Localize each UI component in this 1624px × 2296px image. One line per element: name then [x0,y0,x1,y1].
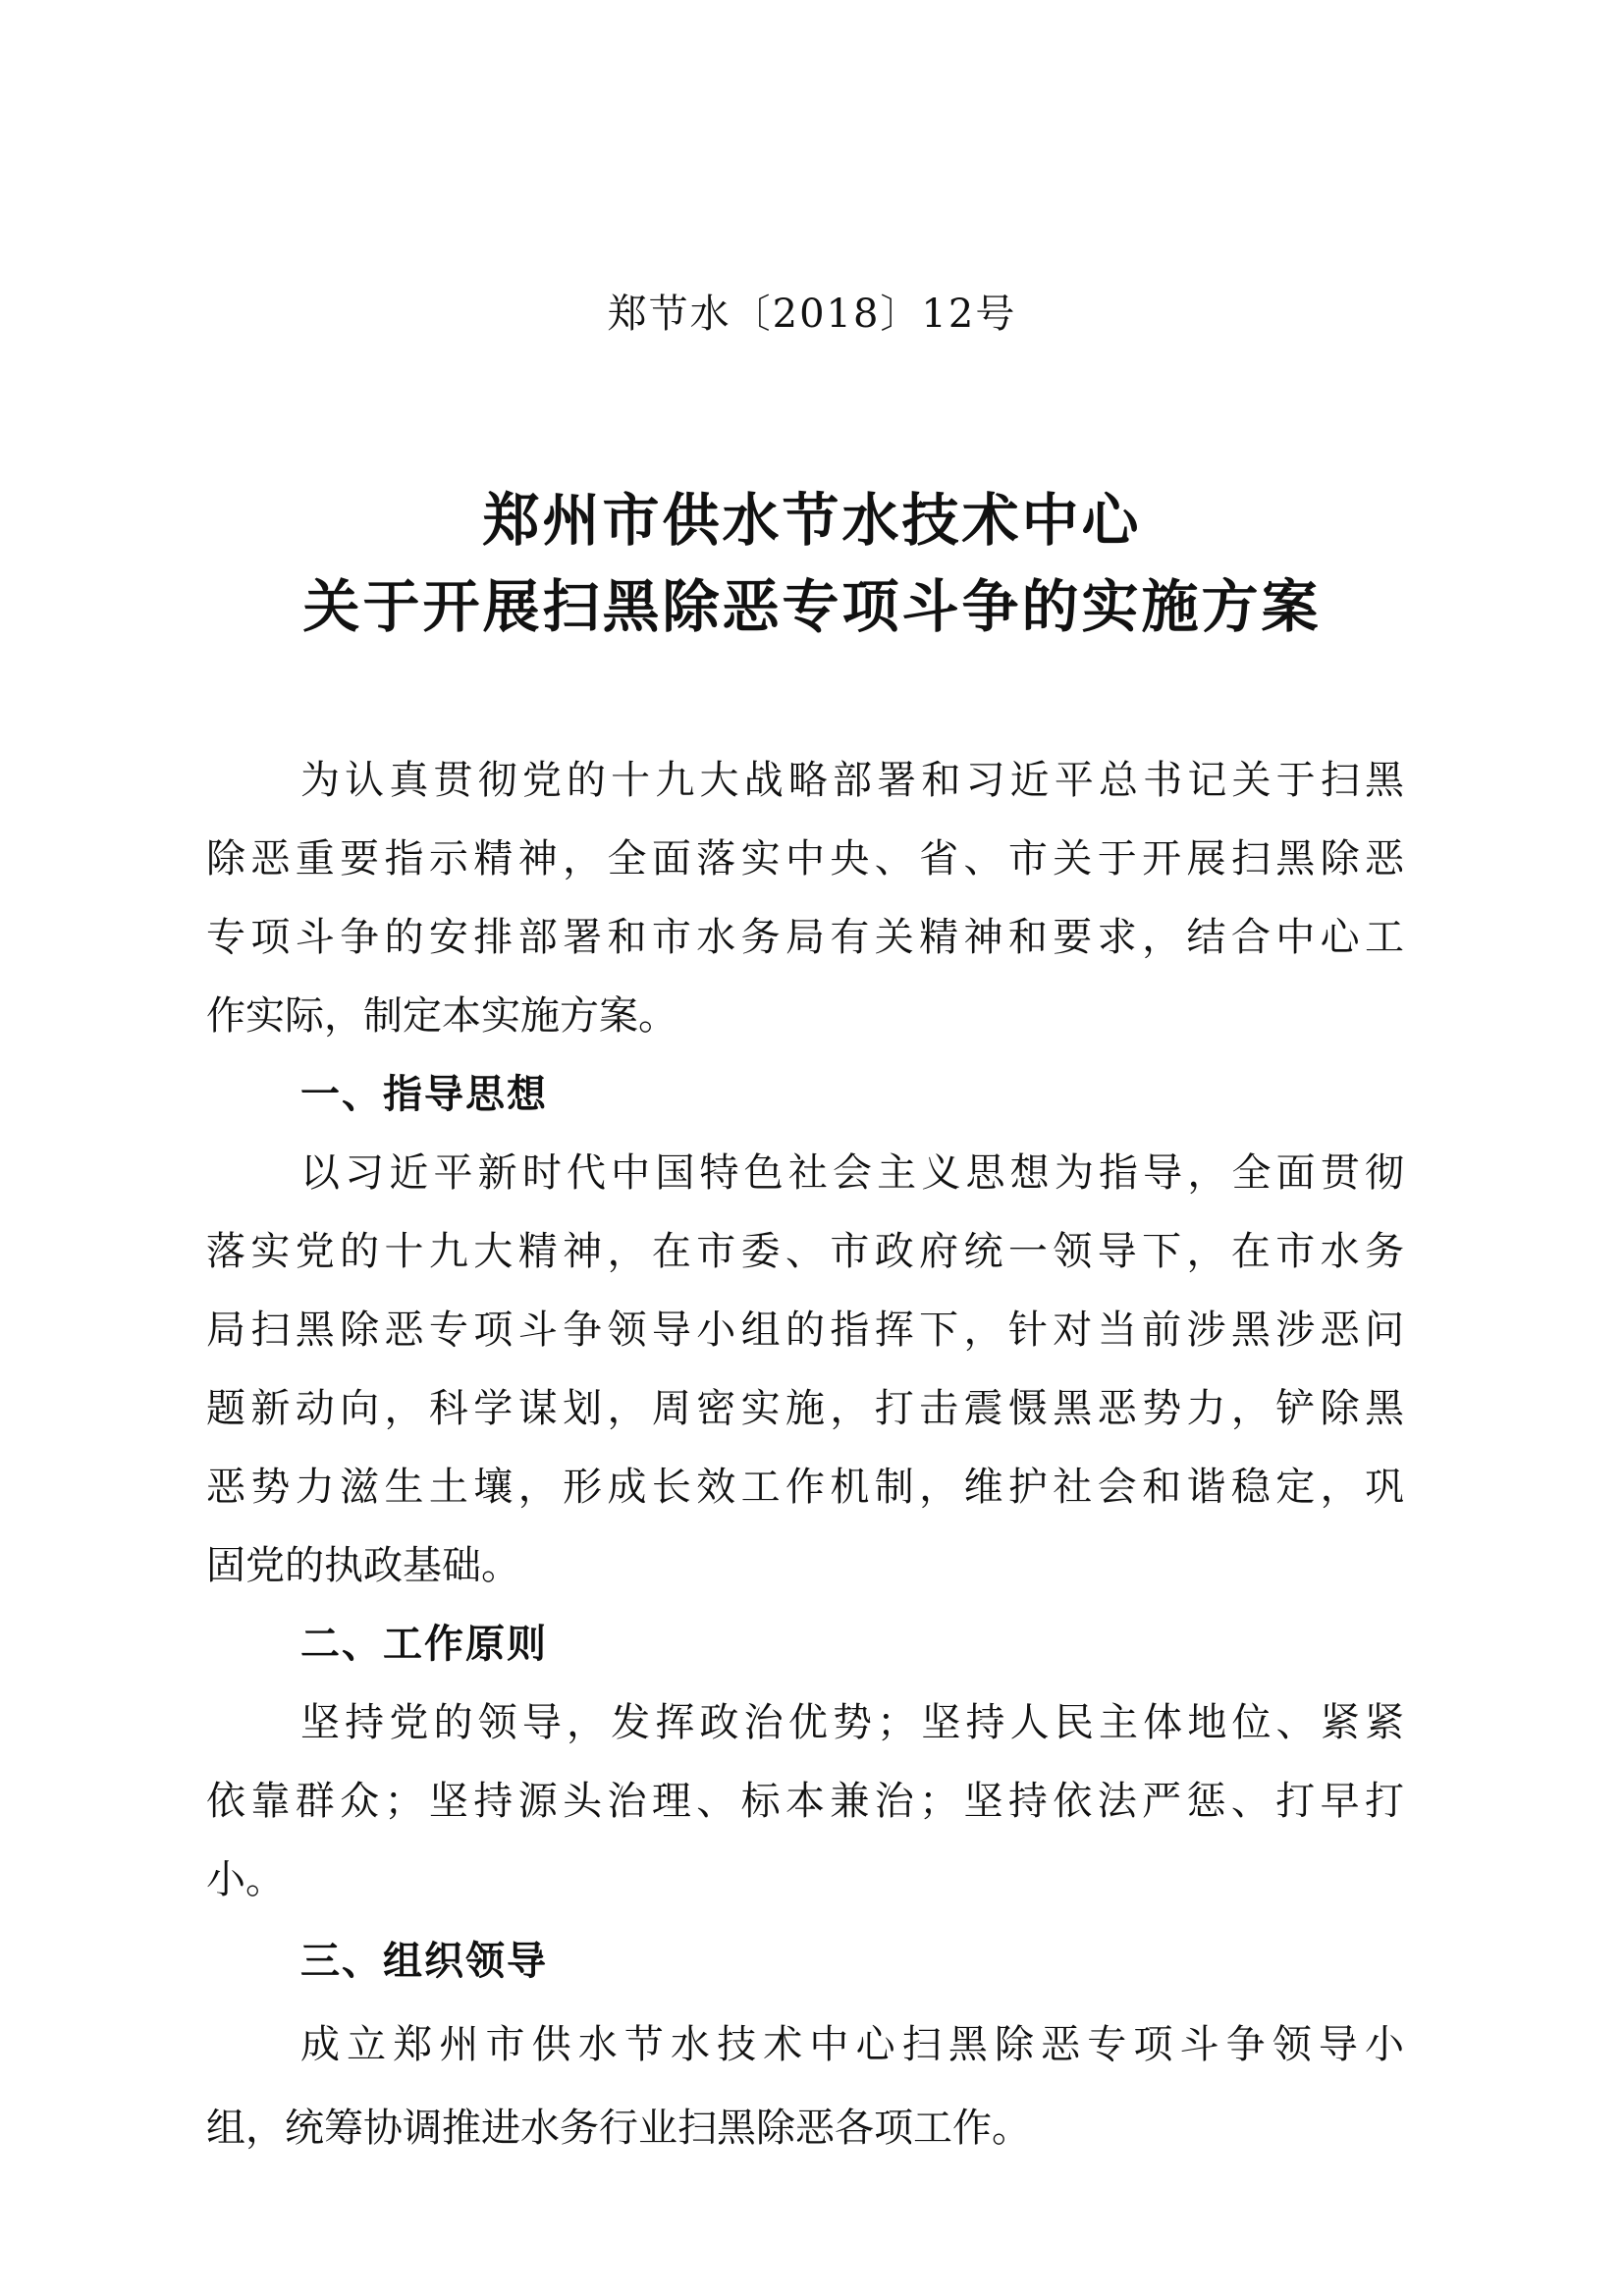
paragraph-line: 专项斗争的安排部署和市水务局有关精神和要求，结合中心工 [206,915,1404,960]
paragraph-line: 成立郑州市供水节水技术中心扫黑除恶专项斗争领导小 [300,2022,1404,2067]
document-title-line-2: 关于开展扫黑除恶专项斗争的实施方案 [302,573,1322,640]
paragraph-line: 以习近平新时代中国特色社会主义思想为指导，全面贯彻 [300,1150,1404,1196]
paragraph-line: 坚持党的领导，发挥政治优势；坚持人民主体地位、紧紧 [300,1700,1404,1745]
paragraph-line: 除恶重要指示精神，全面落实中央、省、市关于开展扫黑除恶 [206,836,1404,881]
paragraph-line: 小。 [206,1857,285,1902]
paragraph-line: 恶势力滋生土壤，形成长效工作机制，维护社会和谐稳定，巩 [206,1465,1404,1510]
paragraph-line: 组，统筹协调推进水务行业扫黑除恶各项工作。 [206,2106,1031,2151]
document-title-line-1: 郑州市供水节水技术中心 [482,487,1142,554]
section-heading-guiding-ideology: 一、指导思想 [300,1072,548,1117]
section-heading-organization-leadership: 三、组织领导 [300,1939,548,1984]
paragraph-line: 落实党的十九大精神，在市委、市政府统一领导下，在市水务 [206,1229,1404,1274]
paragraph-line: 题新动向，科学谋划，周密实施，打击震慑黑恶势力，铲除黑 [206,1386,1404,1431]
paragraph-line: 依靠群众；坚持源头治理、标本兼治；坚持依法严惩、打早打 [206,1779,1404,1824]
paragraph-line: 为认真贯彻党的十九大战略部署和习近平总书记关于扫黑 [300,758,1404,803]
paragraph-line: 局扫黑除恶专项斗争领导小组的指挥下，针对当前涉黑涉恶问 [206,1308,1404,1353]
paragraph-line: 作实际，制定本实施方案。 [206,993,677,1039]
section-heading-work-principles: 二、工作原则 [300,1622,548,1667]
document-number: 郑节水〔2018〕12号 [607,292,1017,337]
paragraph-line: 固党的执政基础。 [206,1543,520,1588]
